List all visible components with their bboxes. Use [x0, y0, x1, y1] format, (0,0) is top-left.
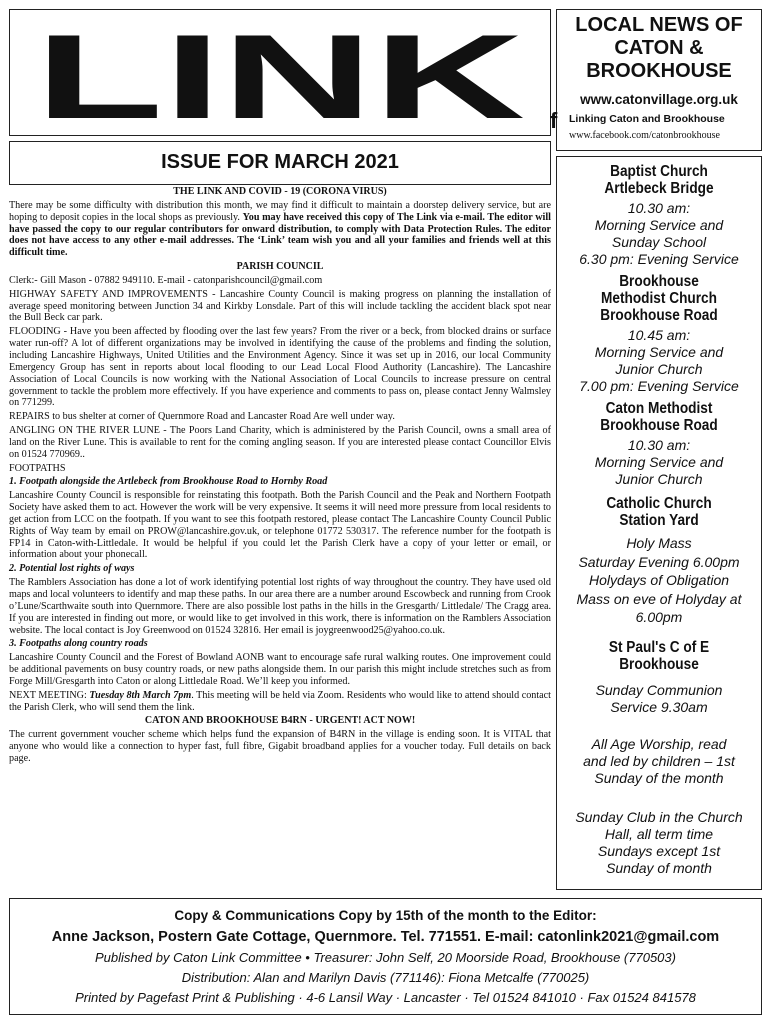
service-line: Mass on eve of Holyday at	[576, 590, 742, 607]
footer-distribution: Distribution: Alan and Marilyn Davis (771146): Fiona Metcalfe (770025)	[181, 970, 590, 985]
service-line: 6.00pm	[635, 609, 683, 625]
covid-heading: THE LINK AND COVID - 19 (CORONA VIRUS)	[173, 186, 387, 197]
link-logo	[10, 10, 550, 135]
service-line: Sunday School	[611, 234, 707, 250]
masthead-logo	[9, 9, 551, 136]
covid-text: There may be some difficulty with distribution this month, we may find it difficult to maintain a doorstep delivery service, but are hoping to deposit copies in the local shops as previously.	[9, 199, 551, 223]
facebook-row	[550, 108, 761, 143]
service-line: 7.00 pm: Evening Service	[579, 378, 739, 394]
facebook-tagline: Linking Caton and Brookhouse	[569, 113, 725, 125]
church-name-line: St Paul's C of E	[608, 638, 710, 656]
highway-paragraph: HIGHWAY SAFETY AND IMPROVEMENTS - Lancashire County Council is making progress on planning the installation of average speed monitoring between Junction 34 and Kirkby Lonsdale. Part of this will include tackling the accident black spot near the Bull Beck car park.	[9, 288, 551, 324]
website-link[interactable]: www.catonvillage.org.uk	[580, 92, 738, 107]
footpath-1-paragraph: Lancashire County Council is responsible for reinstating this footpath. Both the Parish Council and the Peak and Northern Footpath Society have asked them to act. However the work will be very expensive. It seems it will need more pressure from local residents to get action from LCC on the footpath. If you want to see this footpath restored, please contact The Lancashire County Council Public Rights of Way team by email on PROW@lancashire.gov.uk, or telephone 01772 530317. The reference number for the footpath is FP14 in Caton-with-Littledale. It would be helpful if you could let the Parish Clerk have a copy of your letter or email, or information about your phonecall.	[9, 490, 551, 561]
service-spacer	[557, 787, 761, 809]
service-line: Morning Service and	[594, 454, 724, 470]
next-meeting-paragraph	[9, 690, 551, 714]
b4rn-heading: CATON AND BROOKHOUSE B4RN - URGENT! ACT NOW!	[144, 715, 416, 727]
b4rn-paragraph: The current government voucher scheme which helps fund the expansion of B4RN in the village is ending soon. It is VITAL that anyone who would like a connection to hyper fast, full fibre, Gigabit broadband applies for a voucher today. Full details on back page.	[9, 729, 551, 764]
issue-title: ISSUE FOR MARCH 2021	[161, 151, 399, 173]
service-spacer	[557, 716, 761, 736]
next-meeting-date: Tuesday 8th March 7pm	[89, 689, 192, 701]
church-name-line: Baptist Church	[610, 163, 708, 180]
church-services	[557, 437, 761, 488]
footpath-3-heading: 3. Footpaths along country roads	[9, 638, 148, 650]
footpath-1-heading: 1. Footpath alongside the Artlebeck from Brookhouse Road to Hornby Road	[9, 476, 328, 488]
next-meeting-label: NEXT MEETING:	[9, 689, 90, 701]
footer-publisher: Published by Caton Link Committee • Treasurer: John Self, 20 Moorside Road, Brookhouse (770503)	[95, 950, 676, 965]
service-line: 10.45 am:	[627, 327, 691, 343]
news-title-line: BROOKHOUSE	[586, 60, 732, 82]
covid-paragraph	[9, 200, 551, 259]
footer-printer: Printed by Pagefast Print & Publishing · 4-6 Lansil Way · Lancaster · Tel 01524 841010 · Fax 01524 841578	[75, 990, 696, 1005]
service-line: and led by children – 1st	[583, 752, 735, 769]
service-line: Sunday of month	[606, 859, 712, 876]
facebook-icon: f	[550, 108, 558, 133]
service-line: Sunday Club in the Church	[575, 808, 743, 825]
main-article	[9, 186, 551, 767]
footer-box	[9, 898, 762, 1015]
facebook-link[interactable]: www.facebook.com/catonbrookhouse	[569, 130, 720, 141]
church-name-line: Brookhouse	[619, 273, 699, 290]
service-line: Sundays except 1st	[597, 842, 721, 859]
church-name	[569, 400, 749, 434]
service-line: Morning Service and	[594, 217, 724, 233]
parish-heading: PARISH COUNCIL	[236, 261, 324, 273]
service-line: Junior Church	[615, 361, 703, 377]
church-name-line: Station Yard	[619, 512, 699, 529]
service-line: Saturday Evening 6.00pm	[578, 553, 740, 570]
angling-paragraph: ANGLING ON THE RIVER LUNE - The Poors Land Charity, which is administered by the Parish Council, owns a small area of land on the River Lune. This is available to rent for the coming angling season. If you are interested please contact Councillor Elvis on 01524 770969..	[9, 425, 551, 460]
flooding-paragraph: FLOODING - Have you been affected by flooding over the last few years? From the river or a beck, from blocked drains or surface water run-off? A lot of different organizations may be involved in identifying the cause of the problems and finding the solution, including Lancashire Highways, United Utilities and the Environment Agency. Since it was set up in 2016, our local Community Emergency Group has sent in reports about local flooding to our Lead Local Flood Authority (Lancashire). The Lancashire Association of Local Councils is now working with the National Association of Local Councils to increase pressure on central government to tackle the problem more effectively. If you have experience and comments to pass on, please contact Jenny Walmsley on 771299.	[9, 326, 551, 409]
service-line: Morning Service and	[594, 344, 724, 360]
service-line: Sunday of the month	[594, 769, 724, 786]
church-services	[557, 327, 761, 395]
clerk-contact: Clerk:- Gill Mason - 07882 949110. E-mail - catonparishcouncil@gmail.com	[9, 274, 323, 286]
news-title-line: CATON &	[614, 37, 704, 59]
repairs-paragraph: REPAIRS to bus shelter at corner of Quernmore Road and Lancaster Road Are well under way.	[9, 411, 395, 423]
news-title-line: LOCAL NEWS OF	[575, 14, 743, 36]
church-services-sidebar	[556, 156, 762, 890]
service-line: Holy Mass	[626, 535, 692, 551]
church-name	[569, 273, 749, 324]
church-name	[569, 639, 749, 673]
service-line: Holydays of Obligation	[588, 572, 730, 588]
footer-copy-deadline: Copy & Communications Copy by 15th of the month to the Editor:	[174, 908, 597, 923]
church-name-line: Brookhouse	[619, 655, 699, 673]
logo-text: LINK	[35, 10, 525, 135]
issue-banner	[9, 141, 551, 185]
church-name-line: Caton Methodist	[605, 400, 713, 417]
footpath-2-paragraph: The Ramblers Association has done a lot of work identifying potential lost rights of way throughout the country. They have used old maps and local volunteers to identify and map these paths. In our area there are a number around Escowbeck and running from Crook o’Lune/Scarthwaite south into Quernmore. There are also possible lost paths in the hills in the Gresgarth/ Littledale/ The Cragg area. If you are interested in finding out more, or would like to get involved in this work, there is information on the Ramblers Association website. The local contact is Joy Greenwood on 01524 32816. Her email is joygreenwood25@yahoo.co.uk.	[9, 577, 551, 636]
service-line: 10.30 am:	[627, 437, 691, 453]
church-name-line: Brookhouse Road	[600, 417, 718, 434]
church-services	[557, 682, 761, 877]
service-line: Sunday Communion	[595, 681, 723, 698]
church-services	[557, 200, 761, 268]
service-line: Hall, all term time	[604, 825, 714, 842]
covid-text-bold: You may have received this copy of The Link via e-mail. The editor will have passed the copy to our regular contributors for onward distribution, to comply with Data Protection Rules. The editor does not have access to any other e-mail addresses. The ‘Link’ team wish you and all your families and friends well at this difficult time.	[9, 211, 551, 259]
news-title	[557, 14, 761, 83]
service-line: Service 9.30am	[610, 698, 708, 715]
local-news-box	[550, 9, 762, 151]
church-name	[569, 163, 749, 197]
church-name	[569, 495, 749, 529]
church-name-line: Methodist Church	[601, 290, 717, 307]
church-name-line: Catholic Church	[606, 495, 712, 512]
footpath-2-heading: 2. Potential lost rights of ways	[9, 563, 135, 575]
church-name-line: Brookhouse Road	[600, 307, 718, 324]
service-line: 6.30 pm: Evening Service	[579, 251, 739, 267]
service-line: 10.30 am:	[627, 200, 691, 216]
footpaths-heading: FOOTPATHS	[9, 462, 66, 474]
service-line: Junior Church	[615, 471, 703, 487]
footpath-3-paragraph: Lancashire County Council and the Forest of Bowland AONB want to encourage safe rural walking routes. One improvement could be additional pavements on busy country roads, or new paths alongside them. In our parish this might include stretches such as from Forge Mill/Gresgarth into Caton or along Littledale Road. We’ll keep you informed.	[9, 652, 551, 687]
footer-editor-contact: Anne Jackson, Postern Gate Cottage, Quernmore. Tel. 771551. E-mail: catonlink2021@gmail.com	[51, 929, 720, 945]
next-meeting-text: . This meeting will be held via Zoom. Residents who would like to attend should contact the Parish Clerk, who will send them the link.	[9, 689, 551, 713]
church-services	[557, 534, 761, 627]
service-line: All Age Worship, read	[591, 735, 727, 752]
church-name-line: Artlebeck Bridge	[604, 180, 714, 197]
